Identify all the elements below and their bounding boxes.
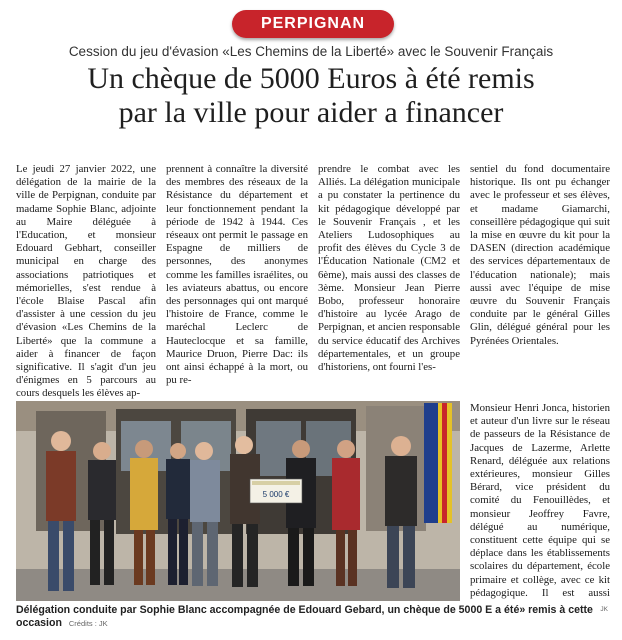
caption-text: Délégation conduite par Sophie Blanc accompagnée de Edouard Gebard, un chèque de 5000 E a été» remis à cette occasion xyxy=(16,604,593,629)
photo-caption xyxy=(16,604,610,630)
photo-credit: Crédits : JK xyxy=(68,619,108,628)
column-3-text: prendre le combat avec les Alliés. La délégation municipale a pu constater la pertinence du kit pédagogique développé par le Souvenir Français , et les Ateliers Ludosophiques au profit des élèves du Cycle 3 de l'Éducation Nationale (CM2 et 6ème), mais aussi des classes de 3ème. Monsieur Jean Pierre Bobo, professeur honoraire d'histoire au lycée Arago de Perpignan, et ancien responsable du service éducatif des Archives départementales, et un groupe d'historiens, ont fourni l'es- xyxy=(318,163,460,374)
article-column-3 xyxy=(318,163,460,399)
column-2-text: prennent à connaître la diversité des membres des réseaux de la Résistance du département et leur fonctionnement pendant la période de 1942 à 1944. Ces réseaux ont permit le passage en Espagne de milliers de personnes, des anonymes comme les familles israélites, ou les aviateurs abattus, ou encore des personnages qui ont marqué l'histoire de France, comme le maréchal Leclerc de Hauteclocque et sa famille, Maurice Druon, Pierre Dac: ils ont ainsi échappé à la mort, ou pu re- xyxy=(166,163,308,387)
article-surtitle: Cession du jeu d'évasion «Les Chemins de la Liberté» avec le Souvenir Français xyxy=(68,44,554,59)
article-headline xyxy=(0,62,622,130)
article-column-1 xyxy=(16,163,156,399)
headline-line-2: par la ville pour aider a financer xyxy=(118,96,504,129)
article-column-5 xyxy=(470,402,610,600)
group-photo-illustration xyxy=(16,401,460,601)
column-5-text: Monsieur Henri Jonca, historien et auteur d'un livre sur le réseau de passeurs de la Résistance de Jacques de Lazerme, Arlette Renard, déléguée aux relations extérieures, monsieur Gilles Bérard, vice président du comité du Fenouillèdes, et monsieur Jeoffrey Favre, délégué au numérique, constituent cette équipe qui se déplace dans les établissements scolaires du département, école primaire et collège, avec ce kit pédagogique. Il est aussi xyxy=(470,402,610,599)
article-column-4 xyxy=(470,163,610,399)
author-signature: JK xyxy=(600,606,608,613)
cheque xyxy=(250,479,302,503)
section-tag: PERPIGNAN xyxy=(232,10,394,38)
article-photo xyxy=(16,401,460,601)
column-4-text: sentiel du fond documentaire historique. Ils ont pu échanger avec le professeur et ses élèves, et madame Giamarchi, conseillère pédagogique qui suit la mise en œuvre du kit pour la DASEN (direction académique des services départementaux de l'éducation nationale); mais aussi avec l'équipe de mise œuvre du Souvenir Français conduite par le général Gilles Glin, délégué général pour les Pyrénées Orientales. xyxy=(470,163,610,347)
column-1-text: Le jeudi 27 janvier 2022, une délégation de la mairie de la ville de Perpignan, conduite par madame Sophie Blanc, adjointe au Maire déléguée à l'Education, et monsieur Edouard Gebhart, conseiller municipal en charge des associations patriotiques et mémorielles, s'est rendue à l'école Blaise Pascal afin d'assister à une cession du jeu d'évasion «Les Chemins de la Liberté» que la commune a aider à financer de façon significative. Il s'agit d'un jeu d'énigmes en 5 parcours au cours desquels les élèves ap- xyxy=(16,163,156,399)
cheque-amount: 5 000 € xyxy=(262,490,290,499)
headline-line-1: Un chèque de 5000 Euros à été remis xyxy=(87,62,535,95)
article-column-2 xyxy=(166,163,308,399)
